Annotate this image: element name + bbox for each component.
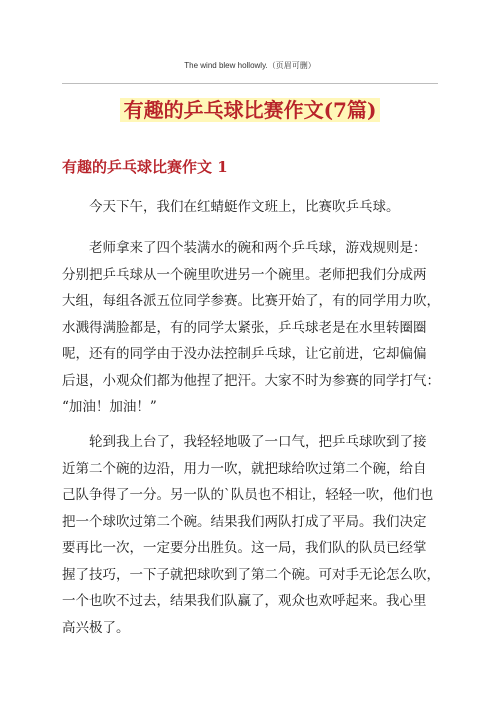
paragraph-line: 老师拿来了四个装满水的碗和两个乒乓球，游戏规则是：	[89, 240, 427, 256]
paragraph-line: 己队争得了一分。另一队的`队员也不相让，轻轻一吹，他们也	[62, 487, 434, 503]
paragraph-line: 高兴极了。	[62, 619, 130, 636]
paragraph-line: “加油！加油！”	[62, 399, 157, 415]
paragraph-1	[62, 194, 442, 221]
paragraph-line: 后退，小观众们都为他捏了把汗。大家不时为参赛的同学打气：	[62, 372, 440, 389]
paragraph-2	[62, 235, 442, 421]
paragraph-line: 大组，每组各派五位同学参赛。比赛开始了，有的同学用力吹，	[62, 293, 440, 309]
header-divider	[62, 83, 438, 84]
paragraph-line: 轮到我上台了，我轻轻地吸了一口气，把乒乓球吹到了接	[89, 434, 427, 450]
paragraph-line: 要再比一次，一定要分出胜负。这一局，我们队的队员已经掌	[62, 540, 427, 556]
paragraph-line: 握了技巧，一下子就把球吹到了第二个碗。可对手无论怎么吹，	[62, 566, 440, 583]
paragraph-line: 呢，还有的同学由于没办法控制乒乓球，让它前进，它却偏偏	[62, 346, 427, 362]
paragraph-line: 一个也吹不过去，结果我们队赢了，观众也欢呼起来。我心里	[62, 593, 427, 609]
section-heading: 有趣的乒乓球比赛作文 1	[62, 158, 228, 176]
paragraph-line: 水溅得满脸都是，有的同学太紧张，乒乓球老是在水里转圈圈	[62, 319, 427, 336]
document-title-text: 有趣的乒乓球比赛作文(7篇)	[120, 98, 381, 122]
paragraph-3	[62, 429, 442, 641]
paragraph-line: 今天下午，我们在红蜻蜓作文班上，比赛吹乒乓球。	[89, 199, 400, 215]
document-title	[0, 96, 500, 124]
paragraph-line: 近第二个碗的边沿，用力一吹，就把球给吹过第二个碗，给自	[62, 460, 427, 477]
paragraph-line: 把一个球吹过第二个碗。结果我们两队打成了平局。我们决定	[62, 513, 427, 530]
paragraph-line: 分别把乒乓球从一个碗里吹进另一个碗里。老师把我们分成两	[62, 266, 427, 283]
page-header-note: The wind blew hollowly.（页眉可删）	[184, 61, 316, 70]
